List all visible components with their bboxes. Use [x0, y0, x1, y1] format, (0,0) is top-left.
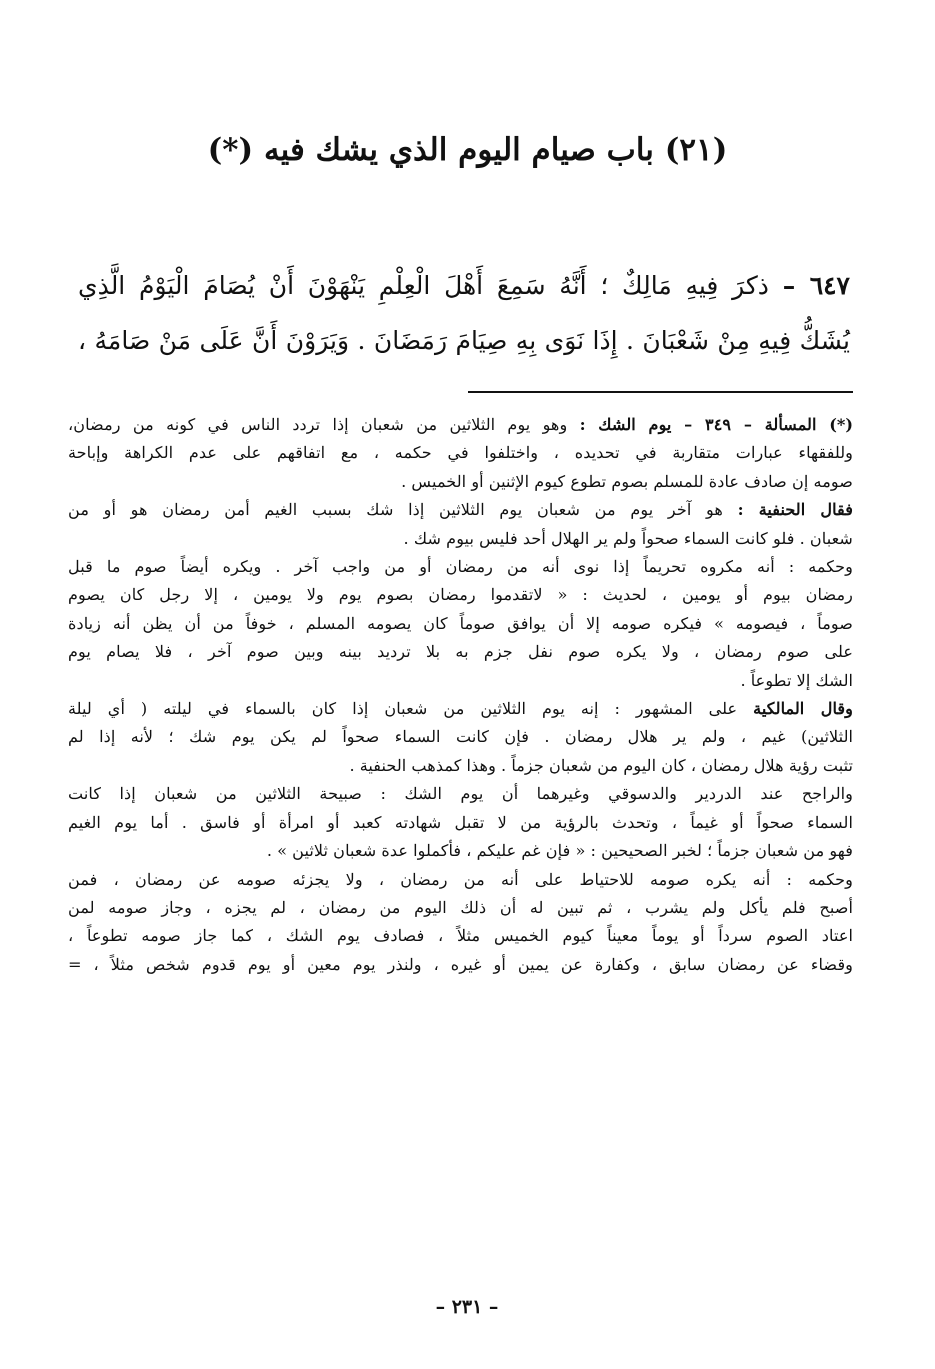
footnote-line: اعتاد الصوم سرداً أو يوماً معيناً كيوم الخميس مثلاً ، فصادف يوم الشك ، كما جاز صومه تطوعاً ،: [68, 926, 853, 946]
footnote-line: على صوم رمضان ، ولا يكره صوم نفل جزم به بلا ترديد بينه وبين صوم آخر ، فلا يصام يوم: [68, 642, 853, 662]
footnote-line: والراجح عند الدردير والدسوقي وغيرهما أن يوم الشك : صبيحة الثلاثين من شعبان إذا كانت: [68, 784, 853, 804]
footnote-line: [68, 695, 853, 723]
footnote-line: وحكمه : أنه مكروه تحريماً إذا نوى أنه من رمضان أو من واجب آخر . ويكره أيضاً صوم ما قبل: [68, 557, 853, 577]
footnote-text: وهو يوم الثلاثين من شعبان إذا تردد الناس في كونه من رمضان،: [68, 415, 568, 434]
hanafi-heading: فقال الحنفية :: [737, 500, 853, 520]
footnote-issue-heading: (*) المسألة – ٣٤٩ – يوم الشك :: [579, 415, 854, 434]
footnote-line: الثلاثين) غيم ، ولم ير هلال رمضان . فإن كانت السماء صحواً لم يكن يوم شك ؛ لأنه إذا لم: [68, 727, 853, 747]
footnote-line: وقضاء عن رمضان سابق ، وكفارة عن يمين أو غيره ، ولنذر يوم معين أو يوم قدوم شخص مثلاً ، =: [68, 954, 853, 974]
chapter-title: (٢١) باب صيام اليوم الذي يشك فيه (*): [207, 132, 728, 168]
footnote-divider: [468, 391, 853, 393]
footnote-line: شعبان . فلو كانت السماء صحواً ولم ير الهلال أحد فليس بيوم شك .: [403, 528, 853, 548]
footnote-line: وحكمه : أنه يكره صومه للاحتياط على أنه من رمضان ، ولا يجزئه صومه عن رمضان ، فمن: [68, 869, 853, 889]
footnote-line: السماء صحواً أو غيماً ، وتحدث بالرؤية من لا تقبل شهادته كعبد أو امرأة أو فاسق . أما يوم الغيم: [68, 812, 853, 832]
footnote-line: [68, 411, 853, 439]
footnote-line: وللفقهاء عبارات متقاربة في تحديده ، واختلفوا في حكمه ، مع اتفاقهم على عدم الكراهة وإباحة: [68, 443, 853, 463]
footnote-text: هو آخر يوم من شعبان يوم الثلاثين إذا شك بسبب الغيم أمن رمضان هو أو من: [68, 500, 723, 520]
maliki-heading: وقال المالكية: [753, 699, 853, 719]
footnote-line: أصبح فلم يأكل ولم يشرب ، ثم تبين له أن ذلك اليوم من رمضان ، لم يجزه ، وجاز صومه لمن: [68, 897, 853, 917]
hadith-line-1: [78, 258, 850, 313]
footnote-line: [68, 496, 853, 524]
footnote-line: صوماً ، فيصومه » فيكره صومه إلا أن يوافق صوماً كان يصومه المسلم ، خوفاً من أن يظن أنه زيادة: [68, 613, 853, 633]
footnote-line: رمضان بيوم أو يومين ، لحديث : « لاتقدموا رمضان بصوم يوم ولا يومين ، إلا رجل كان يصوم: [68, 585, 853, 605]
hadith-line-2: يُشَكُّ فِيهِ مِنْ شَعْبَانَ . إِذَا نَوَى بِهِ صِيَامَ رَمَضَانَ . وَيَرَوْنَ أَنَّ عَلَى مَنْ صَامَهُ ،: [78, 326, 850, 355]
hadith-line-1-text: ذكرَ فِيهِ مَالِكٌ ؛ أَنَّهُ سَمِعَ أَهْلَ الْعِلْمِ يَنْهَوْنَ أَنْ يُصَامَ الْيَوْمُ الَّذِي: [78, 271, 769, 300]
page-number: – ٢٣١ –: [435, 1296, 499, 1318]
footnote-line: فهو من شعبان جزماً ؛ لخبر الصحيحين : « فإن غم عليكم ، فأكملوا عدة شعبان ثلاثين » .: [266, 841, 853, 861]
footnote-text: على المشهور : إنه يوم الثلاثين من شعبان إذا كان بالسماء في ليلته ( أي ليلة: [68, 699, 738, 719]
hadith-text: [78, 258, 850, 368]
footnote: [68, 411, 853, 979]
footnote-line: صومه إن صادف عادة للمسلم بصوم تطوع كيوم الإثنين أو الخميس .: [401, 471, 853, 491]
footnote-line: الشك إلا تطوعاً .: [740, 670, 853, 690]
footnote-line: تثبت رؤية هلال رمضان ، كان اليوم من شعبان جزماً . وهذا كمذهب الحنفية .: [349, 755, 853, 775]
hadith-number: ٦٤٧ –: [782, 271, 850, 300]
